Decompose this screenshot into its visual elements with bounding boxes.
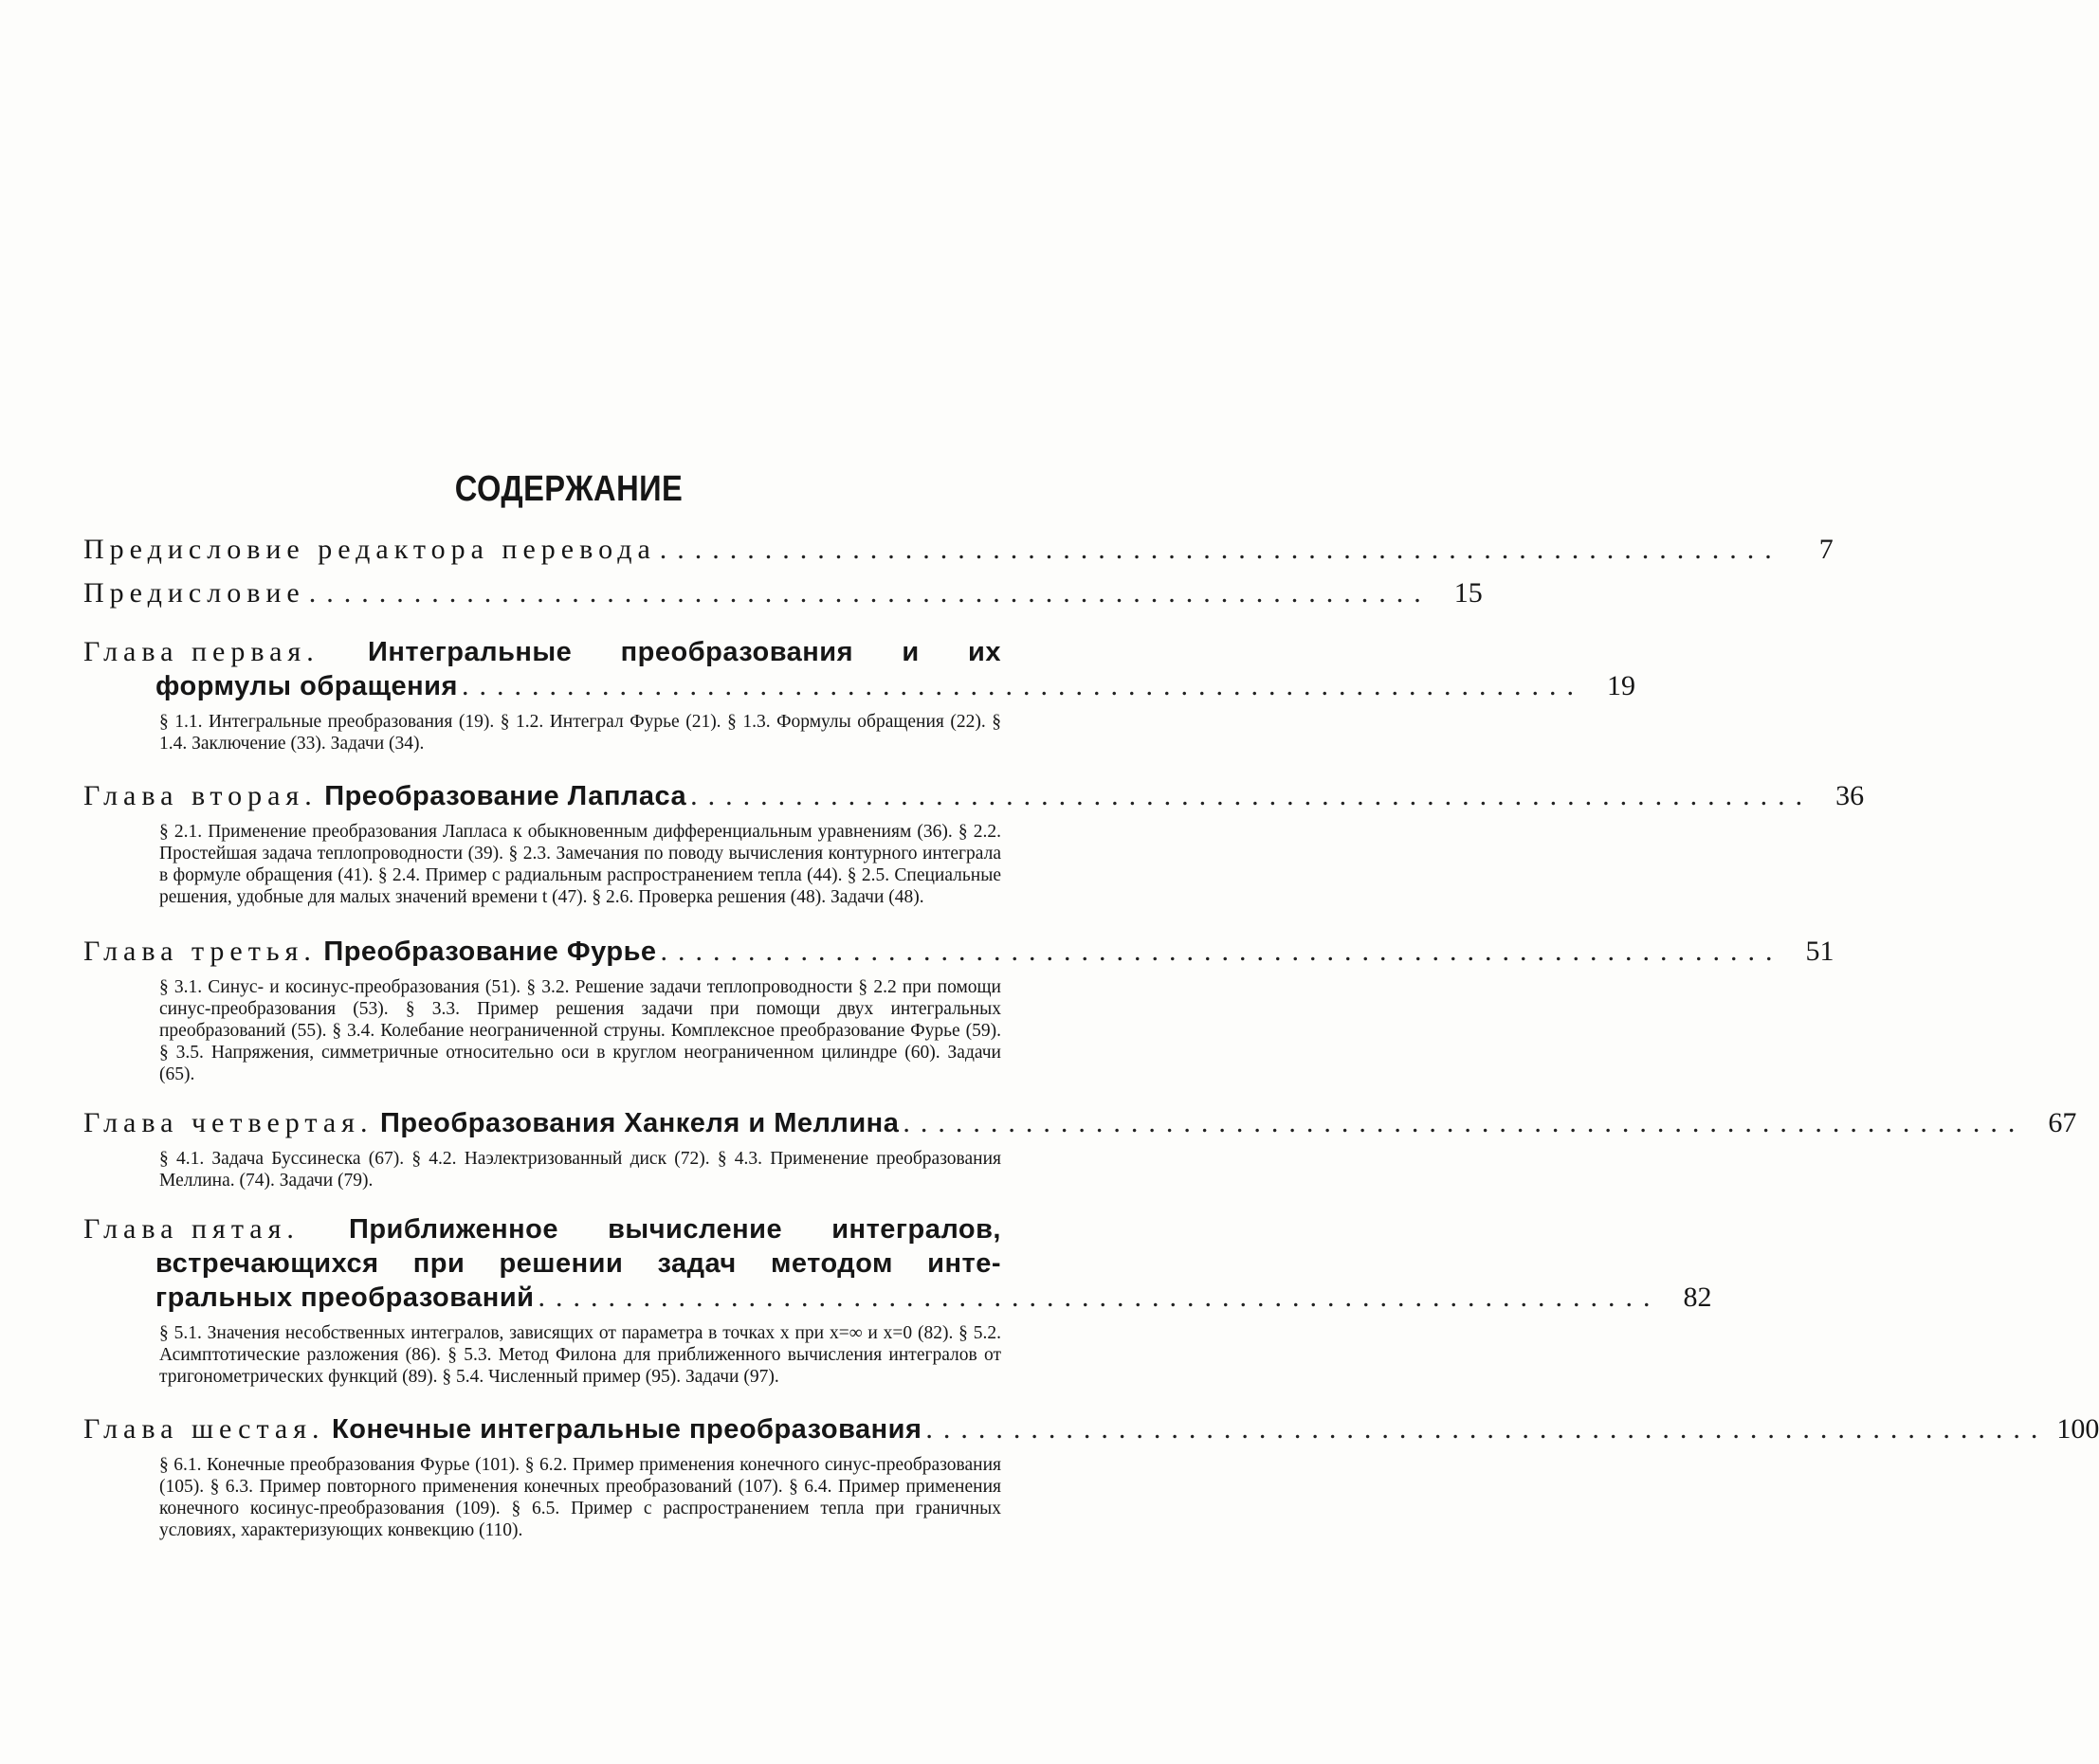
chapter-title-word: Приближенное — [349, 1214, 559, 1245]
page-number: 19 — [1606, 670, 1635, 701]
dot-leader: ................................................................ — [660, 936, 1783, 967]
page-number: 51 — [1805, 936, 1834, 967]
toc-entry-editor-preface[interactable] — [83, 533, 1834, 567]
page-title: СОДЕРЖАНИЕ — [454, 469, 684, 509]
page-number: 36 — [1835, 780, 1865, 811]
chapter-prefix: Глава четвертая. — [83, 1107, 374, 1138]
toc-entry-chapter-5[interactable] — [83, 1212, 1712, 1388]
section-list: § 2.1. Применение преобразования Лапласа к обыкновенным дифференциальным уравнениям (36). § 2.2. Простейшая задача теплопроводности (39). § 2.3. Замечания по поводу вычисления контурного интеграла в формуле обращения (41). § 2.4. Пример с радиальным распространением тепла (44). § 2.5. Специальные решения, удобные для малых значений времени t (47). § 2.6. Проверка решения (48). Задачи (48). — [159, 822, 1001, 907]
chapter-title-word: методом — [770, 1248, 893, 1279]
section-list: § 4.1. Задача Буссинеска (67). § 4.2. Наэлектризованный диск (72). § 4.3. Применение преобразования Меллина. (74). Задачи (79). — [159, 1149, 1001, 1191]
section-list: § 6.1. Конечные преобразования Фурье (101). § 6.2. Пример применения конечного синус-преобразования (105). § 6.3. Пример повторного применения конечных преобразований (107). § 6.4. Пример применения конечного косинус-преобразования (109). § 6.5. Пример с распространением тепла при граничных условиях, характеризующих конвекцию (110). — [159, 1455, 1001, 1540]
entry-label: Предисловие — [83, 577, 305, 609]
section-list: § 3.1. Синус- и косинус-преобразования (51). § 3.2. Решение задачи теплопроводности § 2.2 при помощи синус-преобразования (53). § 3.3. Пример решения задачи при помощи двух интегральных преобразований (55). § 3.4. Колебание неограниченной струны. Комплексное преобразование Фурье (59). § 3.5. Напряжения, симметричные относительно оси в круглом неограниченном цилиндре (60). Задачи (65). — [159, 977, 1001, 1084]
section-list: § 1.1. Интегральные преобразования (19). § 1.2. Интеграл Фурье (21). § 1.3. Формулы обращения (22). § 1.4. Заключение (33). Задачи (34). — [159, 712, 1001, 754]
toc-entry-chapter-2[interactable] — [83, 779, 1865, 908]
chapter-prefix: Глава первая. — [83, 636, 319, 667]
toc-entry-chapter-6[interactable] — [83, 1412, 2099, 1541]
dot-leader: ................................................................ — [690, 780, 1814, 811]
chapter-prefix: Глава вторая. — [83, 780, 318, 811]
chapter-title-word: интегралов, — [831, 1214, 1001, 1245]
chapter-title-word: при — [412, 1248, 465, 1279]
page-number: 67 — [2048, 1107, 2077, 1138]
chapter-title-word: преобразования — [620, 637, 854, 667]
section-list: § 5.1. Значения несобственных интегралов, зависящих от параметра в точках x при x=∞ и x=0 (82). § 5.2. Асимптотические разложения (86). § 5.3. Метод Филона для приближенного вычисления интегралов от тригонометрических функций (89). § 5.4. Численный пример (95). Задачи (97). — [159, 1323, 1001, 1387]
chapter-title-word: инте- — [927, 1248, 1001, 1279]
dot-leader: ................................................................ — [659, 534, 1782, 565]
table-of-contents — [83, 533, 2099, 1541]
dot-leader: ................................................................ — [538, 1282, 1661, 1313]
chapter-prefix: Глава пятая. — [83, 1213, 300, 1245]
chapter-title: Преобразование Лапласа — [324, 781, 687, 811]
dot-leader: ................................................................ — [903, 1107, 2026, 1138]
chapter-title-word: их — [968, 637, 1001, 667]
chapter-title-word: вычисление — [608, 1214, 783, 1245]
toc-entry-chapter-3[interactable] — [83, 935, 1834, 1085]
chapter-title: Преобразования Ханкеля и Меллина — [379, 1108, 900, 1138]
chapter-title-line: формулы обращения — [155, 671, 458, 701]
toc-entry-preface[interactable] — [83, 576, 1483, 610]
chapter-prefix: Глава шестая. — [83, 1413, 325, 1445]
dot-leader: ................................................................ — [925, 1413, 2049, 1445]
chapter-title-word: Интегральные — [368, 637, 573, 667]
entry-label: Предисловие редактора перевода — [83, 534, 656, 565]
chapter-title: Конечные интегральные преобразования — [332, 1414, 922, 1445]
chapter-title-line: гральных преобразований — [155, 1282, 535, 1313]
chapter-title-word: встречающихся — [155, 1248, 379, 1279]
page-number: 15 — [1453, 577, 1483, 609]
dot-leader: ................................................................ — [461, 670, 1584, 701]
dot-leader: ................................................................ — [308, 577, 1432, 609]
page-number: 7 — [1818, 534, 1834, 565]
page-number: 100 — [2056, 1413, 2099, 1445]
chapter-title-word: задач — [657, 1248, 737, 1279]
page-number: 82 — [1683, 1282, 1712, 1313]
toc-entry-chapter-4[interactable] — [83, 1106, 2077, 1191]
chapter-title: Преобразование Фурье — [323, 937, 657, 967]
chapter-title-word: и — [902, 637, 920, 667]
toc-entry-chapter-1[interactable] — [83, 635, 1635, 755]
chapter-prefix: Глава третья. — [83, 936, 317, 967]
chapter-title-word: решении — [499, 1248, 624, 1279]
